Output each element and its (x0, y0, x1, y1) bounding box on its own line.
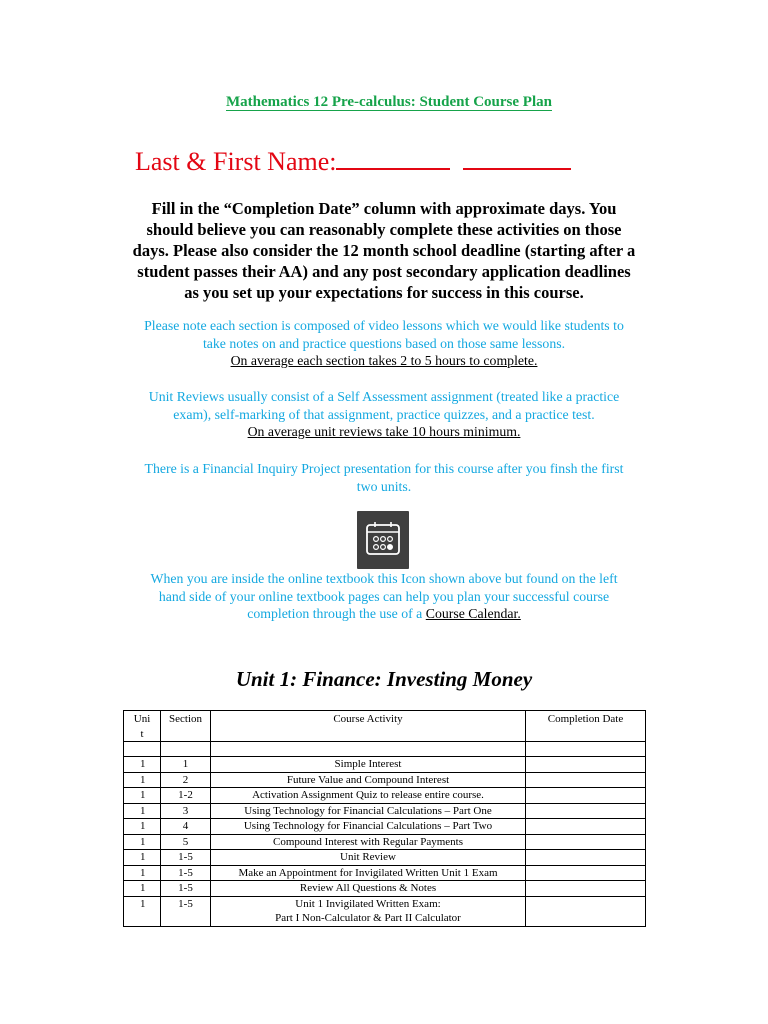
calendar-icon (357, 511, 409, 569)
calendar-note: When you are inside the online textbook this Icon shown above but found on the left hand side of your online textbook pages can help you plan your successful course completion through the use of a Course Calendar. (150, 571, 618, 621)
table-row (124, 788, 646, 804)
completion-date-cell[interactable] (526, 803, 646, 819)
review-note: Unit Reviews usually consist of a Self Assessment assignment (treated like a practice exam), self-marking of that assignment, practice quizzes, and a practice test. On average unit reviews take 10 hours minimum. (148, 389, 620, 439)
instruction-line: student passes their AA) and any post secondary application deadlines (137, 262, 631, 281)
unit-cell: 1 (124, 850, 161, 866)
header-unit: Uni t (124, 711, 161, 742)
header-section: Section (161, 711, 211, 742)
document-title: Mathematics 12 Pre-calculus: Student Course Plan (226, 94, 552, 110)
course-activity-cell: Review All Questions & Notes (211, 881, 526, 897)
completion-date-cell[interactable] (526, 788, 646, 804)
unit-1-title: Unit 1: Finance: Investing Money (235, 667, 533, 691)
instructions (100, 198, 668, 303)
course-activity-cell: Make an Appointment for Invigilated Written Unit 1 Exam (211, 865, 526, 881)
course-activity-cell: Compound Interest with Regular Payments (211, 834, 526, 850)
table-row (124, 896, 646, 926)
section-cell: 1-5 (161, 881, 211, 897)
table-row (124, 865, 646, 881)
unit-cell: 1 (124, 834, 161, 850)
course-activity-cell: Using Technology for Financial Calculations – Part One (211, 803, 526, 819)
unit-cell: 1 (124, 881, 161, 897)
course-activity-cell: Using Technology for Financial Calculations – Part Two (211, 819, 526, 835)
header-course-activity: Course Activity (211, 711, 526, 742)
name-label: Last & First Name: (135, 147, 337, 176)
unit-cell: 1 (124, 757, 161, 773)
table-row (124, 819, 646, 835)
course-activity-cell: Unit Review (211, 850, 526, 866)
unit-1-course-plan-table (123, 710, 646, 927)
course-activity-cell: Future Value and Compound Interest (211, 772, 526, 788)
instruction-line: should believe you can reasonably complete these activities on those (146, 220, 622, 239)
unit-cell: 1 (124, 772, 161, 788)
table-row-blank (124, 742, 646, 757)
course-calendar-link[interactable]: Course Calendar. (425, 606, 521, 621)
name-field (135, 144, 571, 177)
completion-date-cell[interactable] (526, 896, 646, 926)
header-completion-date: Completion Date (526, 711, 646, 742)
completion-date-cell[interactable] (526, 850, 646, 866)
section-note: Please note each section is composed of video lessons which we would like students to take notes on and practice questions based on those same lessons. On average each section takes 2 to 5 hours to complete. (144, 318, 624, 368)
completion-date-cell[interactable] (526, 819, 646, 835)
completion-date-cell[interactable] (526, 865, 646, 881)
last-name-blank[interactable] (336, 144, 450, 170)
section-time-note: On average each section takes 2 to 5 hours to complete. (230, 353, 538, 368)
section-cell: 3 (161, 803, 211, 819)
completion-date-cell[interactable] (526, 881, 646, 897)
completion-date-cell[interactable] (526, 834, 646, 850)
section-cell: 5 (161, 834, 211, 850)
instruction-line: Fill in the “Completion Date” column with approximate days. You (151, 199, 617, 218)
section-cell: 1-5 (161, 850, 211, 866)
section-cell: 1-5 (161, 865, 211, 881)
table-row (124, 772, 646, 788)
section-cell: 1-2 (161, 788, 211, 804)
unit-cell: 1 (124, 788, 161, 804)
review-time-note: On average unit reviews take 10 hours minimum. (247, 424, 521, 439)
section-cell: 1-5 (161, 896, 211, 926)
completion-date-cell[interactable] (526, 772, 646, 788)
first-name-blank[interactable] (463, 144, 571, 170)
completion-date-cell[interactable] (526, 757, 646, 773)
table-row (124, 757, 646, 773)
table-row (124, 881, 646, 897)
section-cell: 2 (161, 772, 211, 788)
section-cell: 1 (161, 757, 211, 773)
instruction-line: as you set up your expectations for success in this course. (184, 283, 584, 302)
unit-cell: 1 (124, 896, 161, 926)
course-activity-cell: Activation Assignment Quiz to release entire course. (211, 788, 526, 804)
unit-cell: 1 (124, 803, 161, 819)
course-activity-cell: Simple Interest (211, 757, 526, 773)
unit-cell: 1 (124, 819, 161, 835)
course-activity-cell: Unit 1 Invigilated Written Exam: Part I Non-Calculator & Part II Calculator (211, 896, 526, 926)
unit-cell: 1 (124, 865, 161, 881)
section-cell: 4 (161, 819, 211, 835)
completion-date-cell[interactable] (526, 742, 646, 757)
table-row (124, 803, 646, 819)
table-row (124, 834, 646, 850)
instruction-line: days. Please also consider the 12 month school deadline (starting after a (132, 241, 636, 260)
calendar-icon-graphic (357, 511, 409, 569)
project-note: There is a Financial Inquiry Project presentation for this course after you finsh the first two units. (144, 461, 624, 494)
table-row (124, 850, 646, 866)
